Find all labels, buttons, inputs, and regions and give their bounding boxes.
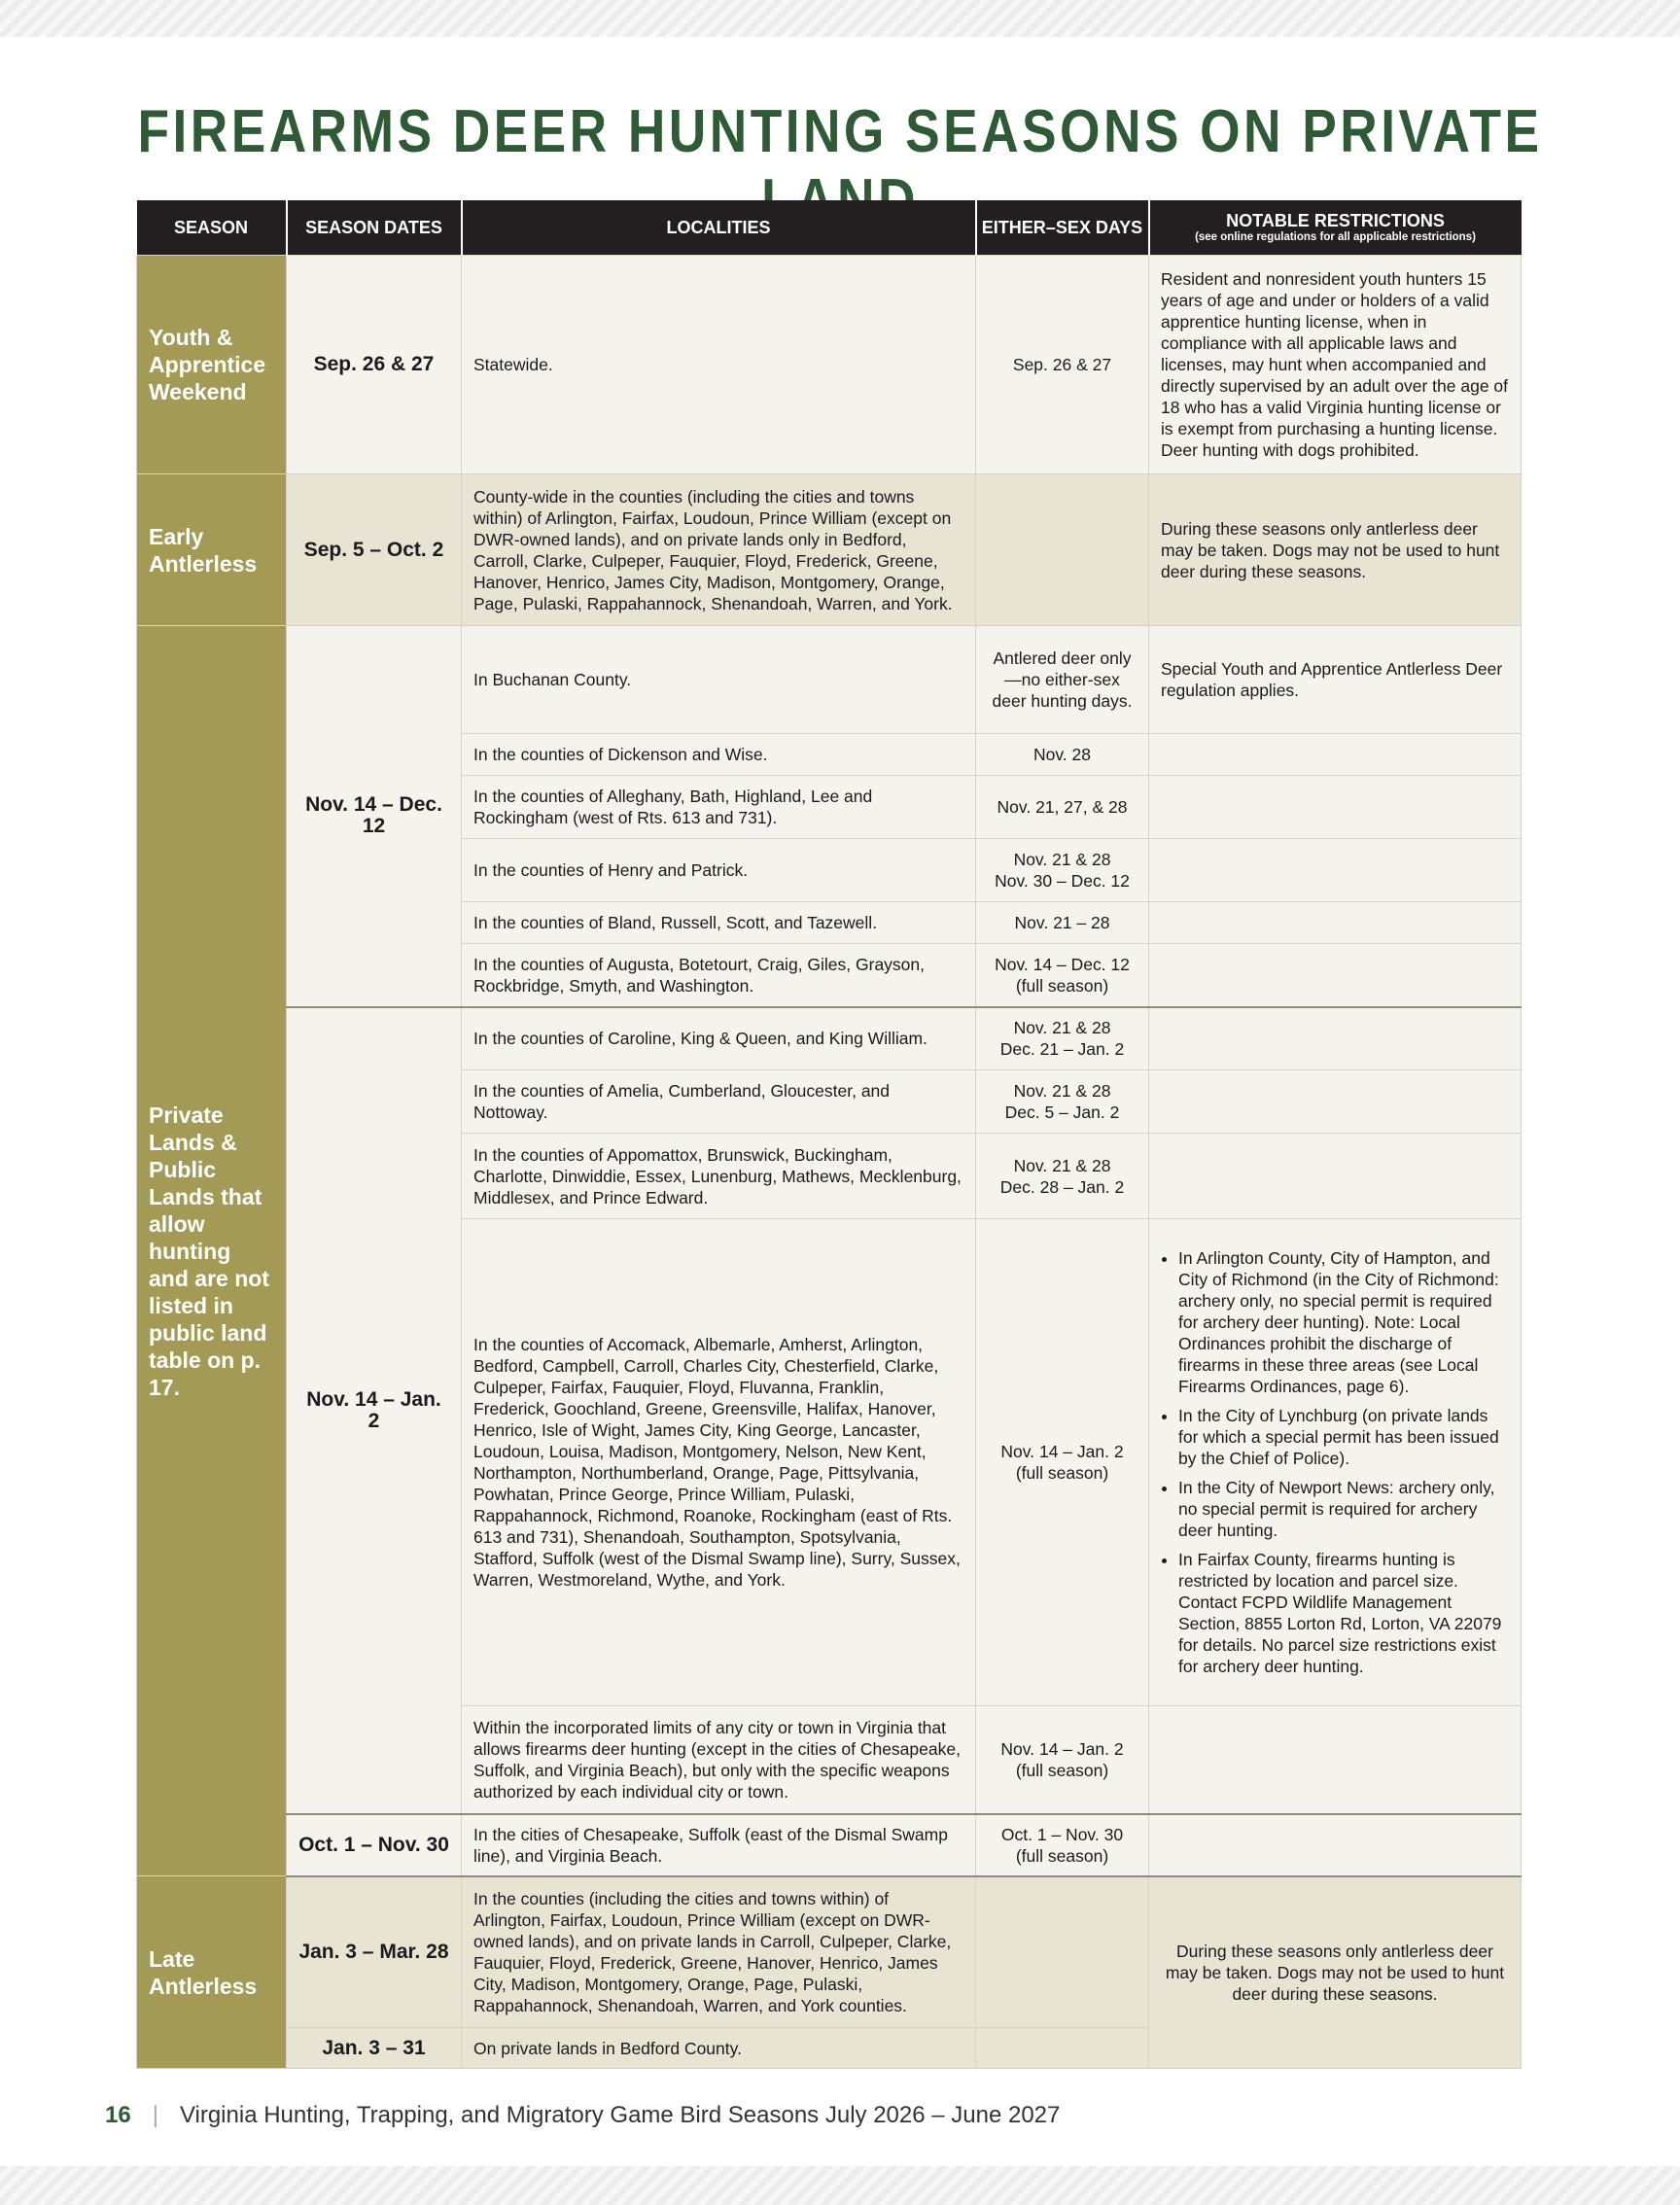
restrictions-cell <box>1149 944 1522 1007</box>
restrictions-cell <box>1149 1134 1522 1219</box>
either-sex-line: Nov. 21 & 28 <box>1013 1018 1111 1038</box>
table-row <box>137 1814 1522 1876</box>
season-dates: Jan. 3 – 31 <box>287 2028 462 2069</box>
localities-cell: In the counties of Caroline, King & Queen, and King William. <box>462 1007 976 1070</box>
restrictions-cell <box>1149 1070 1522 1134</box>
bottom-stripe-band <box>0 2166 1680 2205</box>
restrictions-cell <box>1149 839 1522 902</box>
restrictions-cell <box>1149 1814 1522 1876</box>
page-footer <box>105 2102 1060 2129</box>
either-sex-line: Dec. 21 – Jan. 2 <box>999 1039 1125 1060</box>
footer-divider: | <box>152 2102 158 2128</box>
restrictions-cell <box>1149 734 1522 776</box>
either-sex-line: (full season) <box>1015 1845 1109 1866</box>
header-restrictions-label: NOTABLE RESTRICTIONS <box>1226 211 1445 230</box>
either-sex-cell: Nov. 21 – 28 <box>976 902 1149 944</box>
restrictions-cell <box>1149 1007 1522 1070</box>
restrictions-cell <box>1149 902 1522 944</box>
table-row <box>137 626 1522 734</box>
restrictions-cell <box>1149 776 1522 839</box>
header-either-sex-days: EITHER–SEX DAYS <box>976 200 1149 256</box>
either-sex-line: (full season) <box>1015 975 1109 996</box>
localities-cell: On private lands in Bedford County. <box>462 2028 976 2069</box>
table-header-row <box>137 200 1522 256</box>
top-stripe-band <box>0 0 1680 37</box>
either-sex-line: Nov. 30 – Dec. 12 <box>995 871 1130 891</box>
restriction-bullet: • In Arlington County, City of Hampton, and City of Richmond (in the City of Richmond: archery only, no special permit is required for archery deer hunting). Note: Local Ordinances prohibit the discharge of firearms in these three areas (see Local Firearms Ordinances, page 6). <box>1178 1247 1509 1397</box>
localities-cell: In the counties of Alleghany, Bath, Highland, Lee and Rockingham (west of Rts. 613 and 731). <box>462 776 976 839</box>
restrictions-cell: Special Youth and Apprentice Antlerless Deer regulation applies. <box>1149 626 1522 734</box>
season-dates: Sep. 5 – Oct. 2 <box>287 474 462 626</box>
header-season-dates: SEASON DATES <box>287 200 462 256</box>
season-dates: Nov. 14 – Dec. 12 <box>287 626 462 1007</box>
deer-seasons-table <box>136 200 1522 2069</box>
localities-cell: In the counties of Appomattox, Brunswick, Buckingham, Charlotte, Dinwiddie, Essex, Lunenburg, Mathews, Mecklenburg, Middlesex, and Prince Edward. <box>462 1134 976 1219</box>
season-dates: Sep. 26 & 27 <box>287 256 462 474</box>
localities-cell: In the counties of Accomack, Albemarle, Amherst, Arlington, Bedford, Campbell, Carroll, Charles City, Chesterfield, Clarke, Culpeper, Fairfax, Fauquier, Floyd, Fluvanna, Franklin, Frederick, Goochland, Greene, Greensville, Halifax, Hanover, Henrico, Isle of Wight, James City, King George, Lancaster, Loudoun, Louisa, Madison, Montgomery, Nelson, New Kent, Northampton, Northumberland, Orange, Page, Pittsylvania, Powhatan, Prince George, Prince William, Pulaski, Rappahannock, Richmond, Roanoke, Rockingham (east of Rts. 613 and 731), Shenandoah, Southampton, Spotsylvania, Stafford, Suffolk (west of the Dismal Swamp line), Surry, Sussex, Warren, Westmoreland, Wythe, and York. <box>462 1219 976 1706</box>
localities-cell: In the counties of Augusta, Botetourt, Craig, Giles, Grayson, Rockbridge, Smyth, and Washington. <box>462 944 976 1007</box>
either-sex-line: (full season) <box>1015 1760 1109 1780</box>
restriction-bullet: • In the City of Newport News: archery only, no special permit is required for archery deer hunting. <box>1178 1477 1509 1541</box>
restrictions-bullet-list <box>1161 1247 1509 1677</box>
either-sex-cell <box>976 2028 1149 2069</box>
table-row <box>137 1876 1522 2028</box>
header-restrictions-note: (see online regulations for all applicable restrictions) <box>1195 231 1476 243</box>
either-sex-line: Nov. 14 – Jan. 2 <box>1000 1442 1124 1461</box>
restrictions-cell: During these seasons only antlerless deer may be taken. Dogs may not be used to hunt deer during these seasons. <box>1149 1876 1522 2069</box>
either-sex-cell <box>976 1007 1149 1070</box>
localities-cell: County-wide in the counties (including the cities and towns within) of Arlington, Fairfax, Loudoun, Prince William (except on DWR-owned lands), and on private lands only in Bedford, Carroll, Clarke, Culpeper, Fauquier, Floyd, Frederick, Greene, Hanover, Henrico, James City, Madison, Montgomery, Orange, Page, Pulaski, Rappahannock, Shenandoah, Warren, and York. <box>462 474 976 626</box>
localities-cell: Statewide. <box>462 256 976 474</box>
restriction-bullet: • In the City of Lynchburg (on private lands for which a special permit has been issued by the Chief of Police). <box>1178 1405 1509 1469</box>
either-sex-cell <box>976 474 1149 626</box>
either-sex-cell: Sep. 26 & 27 <box>976 256 1149 474</box>
localities-cell: In the counties of Henry and Patrick. <box>462 839 976 902</box>
season-early-antlerless: Early Antlerless <box>137 474 287 626</box>
localities-cell: In Buchanan County. <box>462 626 976 734</box>
localities-cell: Within the incorporated limits of any city or town in Virginia that allows firearms deer hunting (except in the cities of Chesapeake, Suffolk, and Virginia Beach), but only with the specific weapons authorized by each individual city or town. <box>462 1706 976 1814</box>
either-sex-cell: Antlered deer only—no either-sex deer hunting days. <box>976 626 1149 734</box>
restrictions-cell: During these seasons only antlerless deer may be taken. Dogs may not be used to hunt deer during these seasons. <box>1149 474 1522 626</box>
table-row <box>137 256 1522 474</box>
table-row <box>137 474 1522 626</box>
restrictions-cell <box>1149 1219 1522 1706</box>
either-sex-cell: Nov. 28 <box>976 734 1149 776</box>
either-sex-line: Nov. 14 – Dec. 12 <box>995 954 1130 974</box>
either-sex-cell <box>976 839 1149 902</box>
localities-cell: In the counties of Bland, Russell, Scott, and Tazewell. <box>462 902 976 944</box>
table-row <box>137 1007 1522 1070</box>
localities-cell: In the counties (including the cities and towns within) of Arlington, Fairfax, Loudoun, Prince William (except on DWR-owned lands), and on private lands in Carroll, Culpeper, Clarke, Fauquier, Floyd, Frederick, Greene, Hanover, Henrico, James City, Madison, Montgomery, Orange, Page, Pulaski, Rappahannock, Shenandoah, Warren, and York counties. <box>462 1876 976 2028</box>
season-late-antlerless: Late Antlerless <box>137 1876 287 2069</box>
season-youth: Youth & Apprentice Weekend <box>137 256 287 474</box>
restriction-bullet: • In Fairfax County, firearms hunting is restricted by location and parcel size. Contact FCPD Wildlife Management Section, 8855 Lorton Rd, Lorton, VA 22079 for details. No parcel size restrictions exist for archery deer hunting. <box>1178 1549 1509 1677</box>
page-title: FIREARMS DEER HUNTING SEASONS ON PRIVATE <box>137 98 1543 165</box>
header-localities: LOCALITIES <box>462 200 976 256</box>
either-sex-line: (full season) <box>1015 1463 1109 1483</box>
either-sex-cell <box>976 1876 1149 2028</box>
either-sex-line: Nov. 21 & 28 <box>1013 1155 1111 1175</box>
either-sex-line: Dec. 28 – Jan. 2 <box>999 1176 1125 1197</box>
either-sex-line: Dec. 5 – Jan. 2 <box>1004 1102 1120 1122</box>
localities-cell: In the counties of Amelia, Cumberland, Gloucester, and Nottoway. <box>462 1070 976 1134</box>
season-dates: Jan. 3 – Mar. 28 <box>287 1876 462 2028</box>
either-sex-line: Nov. 14 – Jan. 2 <box>1000 1738 1124 1759</box>
season-private-lands: Private Lands & Public Lands that allow hunting and are not listed in public land table on p. 17. <box>137 626 287 1876</box>
restrictions-cell: Resident and nonresident youth hunters 15 years of age and under or holders of a valid apprentice hunting license, when in compliance with all applicable laws and licenses, may hunt when accompanied and directly supervised by an adult over the age of 18 who has a valid Virginia hunting license or is exempt from purchasing a hunting license. Deer hunting with dogs prohibited. <box>1149 256 1522 474</box>
either-sex-cell <box>976 1134 1149 1219</box>
either-sex-cell: Nov. 21, 27, & 28 <box>976 776 1149 839</box>
either-sex-cell <box>976 944 1149 1007</box>
either-sex-line: Nov. 21 & 28 <box>1013 1081 1111 1101</box>
season-dates: Nov. 14 – Jan. 2 <box>287 1007 462 1814</box>
page-number: 16 <box>105 2102 131 2128</box>
localities-cell: In the counties of Dickenson and Wise. <box>462 734 976 776</box>
header-season: SEASON <box>137 200 287 256</box>
either-sex-line: Nov. 21 & 28 <box>1013 850 1111 869</box>
restrictions-cell <box>1149 1706 1522 1814</box>
localities-cell: In the cities of Chesapeake, Suffolk (east of the Dismal Swamp line), and Virginia Beach. <box>462 1814 976 1876</box>
season-dates: Oct. 1 – Nov. 30 <box>287 1814 462 1876</box>
either-sex-cell <box>976 1219 1149 1706</box>
either-sex-cell <box>976 1070 1149 1134</box>
footer-publication-title: Virginia Hunting, Trapping, and Migratory Game Bird Seasons July 2026 – June 2027 <box>179 2102 1061 2128</box>
either-sex-line: Oct. 1 – Nov. 30 <box>1000 1824 1124 1844</box>
header-notable-restrictions <box>1149 200 1522 256</box>
either-sex-cell <box>976 1706 1149 1814</box>
either-sex-cell <box>976 1814 1149 1876</box>
